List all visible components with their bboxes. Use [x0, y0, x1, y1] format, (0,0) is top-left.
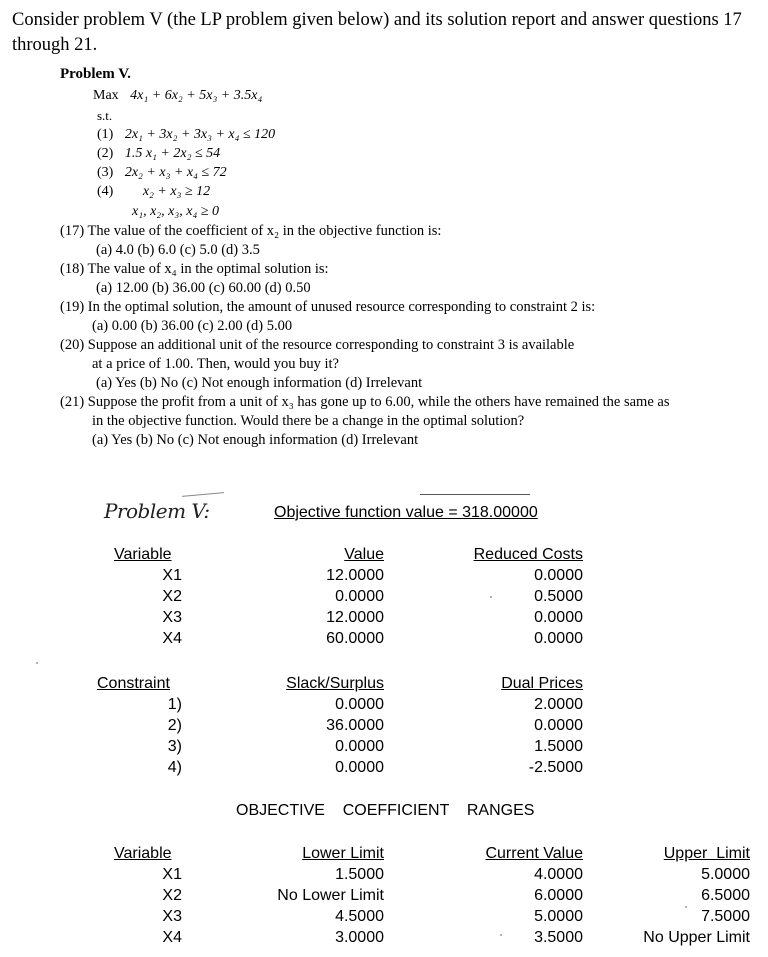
constraint-expression: 2x₁ + 3x₂ + 3x₃ + x₄ ≤ 120	[124, 127, 276, 142]
var-value: 12.0000	[326, 609, 384, 626]
question-20: (20) Suppose an additional unit of the resource corresponding to constraint 3 is available	[60, 337, 575, 353]
range-var: X1	[162, 866, 182, 883]
vars-header-variable: Variable	[114, 546, 172, 563]
ranges-header-current: Current Value	[485, 845, 583, 862]
constraint-row	[97, 146, 220, 162]
question-21-options: (a) Yes (b) No (c) Not enough information (d) Irrelevant	[92, 432, 419, 448]
cons-slack: 0.0000	[335, 759, 384, 776]
ranges-header-lower: Lower Limit	[302, 845, 384, 862]
question-19-options: (a) 0.00 (b) 36.00 (c) 2.00 (d) 5.00	[92, 318, 293, 334]
constraint-number: (2)	[97, 146, 114, 161]
var-name: X2	[162, 588, 182, 605]
constraint-number: (4)	[97, 184, 114, 199]
question-20-options: (a) Yes (b) No (c) Not enough information (d) Irrelevant	[96, 375, 423, 391]
cons-header-slack: Slack/Surplus	[286, 675, 384, 692]
objective-row	[93, 88, 262, 104]
cons-name: 3)	[167, 738, 182, 755]
question-21: (21) Suppose the profit from a unit of x₃ has gone up to 6.00, while the others have remained the same as	[60, 394, 670, 410]
question-17-options: (a) 4.0 (b) 6.0 (c) 5.0 (d) 3.5	[96, 242, 260, 258]
scan-speck	[685, 906, 687, 908]
range-lower: 3.0000	[335, 929, 384, 946]
nonnegativity: x₁, x₂, x₃, x₄ ≥ 0	[132, 204, 220, 219]
cons-dual: 0.0000	[534, 717, 583, 734]
range-lower: 1.5000	[335, 866, 384, 883]
range-lower: No Lower Limit	[277, 887, 384, 904]
cons-header-dual: Dual Prices	[501, 675, 583, 692]
cons-dual: 2.0000	[534, 696, 583, 713]
ranges-header-upper: Upper Limit	[663, 845, 750, 862]
constraint-row	[97, 127, 275, 143]
range-var: X4	[162, 929, 182, 946]
cons-dual: 1.5000	[534, 738, 583, 755]
handwritten-annotation: Problem V:	[104, 499, 210, 523]
objective-label: Max	[93, 88, 119, 103]
cons-name: 4)	[167, 759, 182, 776]
header-stroke	[420, 494, 530, 495]
cons-header-constraint: Constraint	[97, 675, 170, 692]
question-19: (19) In the optimal solution, the amount of unused resource corresponding to constraint 2 is:	[60, 299, 596, 315]
ranges-header-variable: Variable	[114, 845, 172, 862]
constraint-expression: 1.5 x₁ + 2x₂ ≤ 54	[124, 146, 221, 161]
cons-name: 2)	[167, 717, 182, 734]
cons-slack: 36.0000	[326, 717, 384, 734]
scan-speck	[500, 934, 502, 936]
cons-dual: -2.5000	[528, 759, 583, 776]
cons-name: 1)	[167, 696, 182, 713]
question-18: (18) The value of x₄ in the optimal solution is:	[60, 261, 329, 277]
vars-header-value: Value	[344, 546, 384, 563]
ranges-title: OBJECTIVE COEFFICIENT RANGES	[236, 802, 535, 819]
range-upper: 6.5000	[701, 887, 750, 904]
handwritten-stroke	[182, 492, 224, 497]
constraint-row	[97, 165, 227, 181]
var-value: 0.0000	[335, 588, 384, 605]
scan-speck	[490, 596, 492, 598]
var-name: X4	[162, 630, 182, 647]
range-current: 3.5000	[534, 929, 583, 946]
var-value: 60.0000	[326, 630, 384, 647]
objective-function: 4x₁ + 6x₂ + 5x₃ + 3.5x₄	[130, 88, 263, 103]
range-var: X2	[162, 887, 182, 904]
var-name: X3	[162, 609, 182, 626]
scan-speck	[36, 662, 38, 664]
question-18-options: (a) 12.00 (b) 36.00 (c) 60.00 (d) 0.50	[96, 280, 311, 296]
constraint-row	[97, 184, 210, 200]
var-value: 12.0000	[326, 567, 384, 584]
range-lower: 4.5000	[335, 908, 384, 925]
var-name: X1	[162, 567, 182, 584]
range-upper: No Upper Limit	[643, 929, 750, 946]
cons-slack: 0.0000	[335, 696, 384, 713]
var-reduced: 0.0000	[534, 609, 583, 626]
question-17: (17) The value of the coefficient of x₂ in the objective function is:	[60, 223, 442, 239]
question-20-line2: at a price of 1.00. Then, would you buy it?	[92, 356, 339, 372]
problem-title: Problem V.	[60, 66, 131, 82]
intro-text: Consider problem V (the LP problem given below) and its solution report and answer questions 17 through 21.	[12, 10, 742, 55]
constraint-expression: x₂ + x₃ ≥ 12	[142, 184, 211, 199]
constraint-number: (3)	[97, 165, 114, 180]
var-reduced: 0.0000	[534, 630, 583, 647]
objective-value-line: Objective function value = 318.00000	[274, 504, 538, 521]
question-21-line2: in the objective function. Would there be a change in the optimal solution?	[92, 413, 525, 429]
range-current: 6.0000	[534, 887, 583, 904]
range-current: 5.0000	[534, 908, 583, 925]
cons-slack: 0.0000	[335, 738, 384, 755]
var-reduced: 0.5000	[534, 588, 583, 605]
range-upper: 7.5000	[701, 908, 750, 925]
constraint-number: (1)	[97, 127, 114, 142]
range-current: 4.0000	[534, 866, 583, 883]
subject-to: s.t.	[97, 108, 113, 123]
vars-header-reduced: Reduced Costs	[473, 546, 583, 563]
range-var: X3	[162, 908, 182, 925]
var-reduced: 0.0000	[534, 567, 583, 584]
constraint-expression: 2x₂ + x₃ + x₄ ≤ 72	[124, 165, 227, 180]
range-upper: 5.0000	[701, 866, 750, 883]
